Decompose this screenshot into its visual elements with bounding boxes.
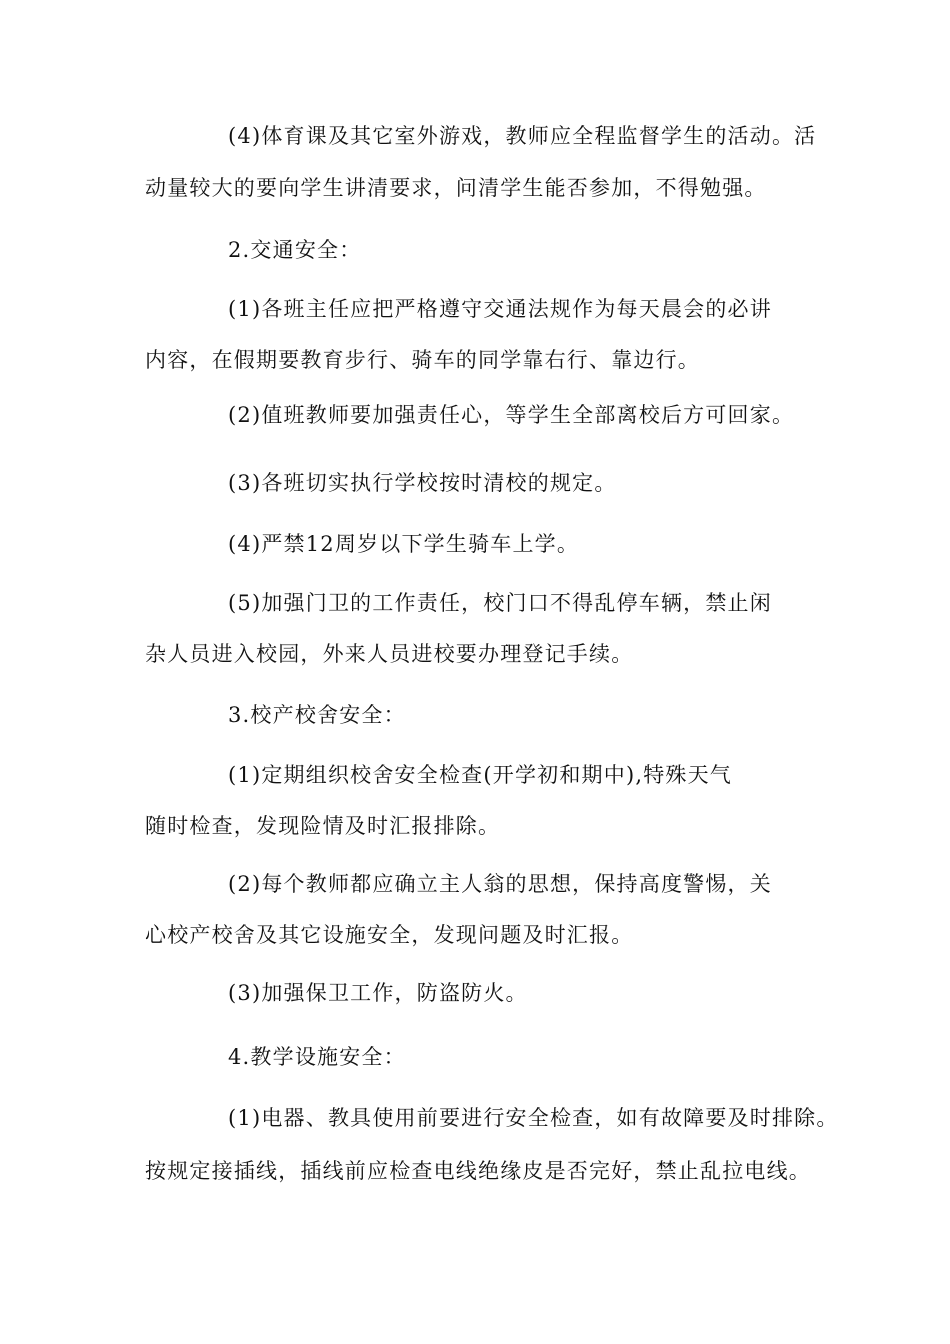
paragraph-line: 杂人员进入校园，外来人员进校要办理登记手续。 (145, 642, 634, 666)
paragraph-line: (2)每个教师都应确立主人翁的思想，保持高度警惕，关 (228, 872, 772, 896)
paragraph-line: (3)各班切实执行学校按时清校的规定。 (228, 471, 617, 495)
paragraph-line: 心校产校舍及其它设施安全，发现问题及时汇报。 (145, 923, 634, 947)
paragraph-line: 随时检查，发现险情及时汇报排除。 (145, 814, 501, 838)
paragraph-line: 内容，在假期要教育步行、骑车的同学靠右行、靠边行。 (145, 348, 700, 372)
paragraph-line: (4)严禁12周岁以下学生骑车上学。 (228, 532, 580, 556)
paragraph-line: 按规定接插线，插线前应检查电线绝缘皮是否完好，禁止乱拉电线。 (145, 1159, 811, 1183)
paragraph-line: (3)加强保卫工作，防盗防火。 (228, 981, 528, 1005)
paragraph-line: (4)体育课及其它室外游戏，教师应全程监督学生的活动。活 (228, 124, 817, 148)
paragraph-line: (1)电器、教具使用前要进行安全检查，如有故障要及时排除。 (228, 1106, 839, 1130)
paragraph-line: (1)定期组织校舍安全检查(开学初和期中),特殊天气 (228, 763, 733, 787)
section-heading: 2.交通安全： (228, 238, 362, 262)
section-heading: 4.教学设施安全： (228, 1045, 406, 1069)
section-heading: 3.校产校舍安全： (228, 703, 406, 727)
paragraph-line: (1)各班主任应把严格遵守交通法规作为每天晨会的必讲 (228, 297, 772, 321)
paragraph-line: 动量较大的要向学生讲清要求，问清学生能否参加，不得勉强。 (145, 176, 767, 200)
paragraph-line: (5)加强门卫的工作责任，校门口不得乱停车辆，禁止闲 (228, 591, 772, 615)
paragraph-line: (2)值班教师要加强责任心，等学生全部离校后方可回家。 (228, 403, 795, 427)
